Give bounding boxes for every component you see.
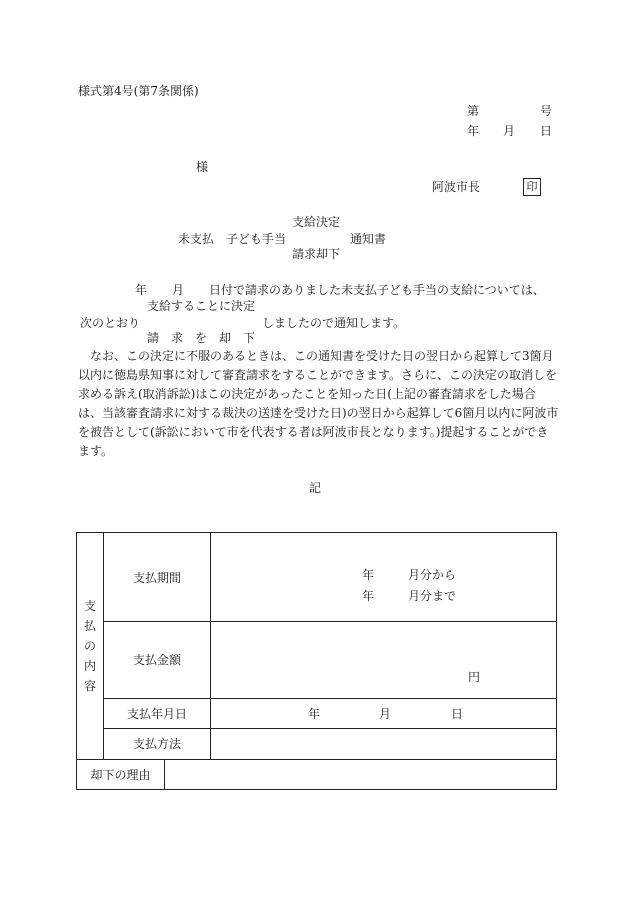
body-tail: しましたので通知します。 [262, 316, 406, 330]
header-date-day: 日 [540, 124, 553, 138]
period-from-month: 月分から [408, 568, 457, 582]
body-option-grant: 支給することに決定 [147, 299, 256, 313]
body-month: 月 [172, 283, 185, 297]
notice-line: は、当該審査請求に対する裁決の送達を受けた日)の翌日から起算して6箇月以内に阿波市 [78, 406, 559, 420]
title-option-reject: 請求却下 [292, 247, 341, 261]
title-option-grant: 支給決定 [292, 215, 341, 229]
header-date-year: 年 [467, 124, 480, 138]
notice-line: ます。 [78, 444, 114, 458]
amount-label: 支払金額 [132, 653, 181, 667]
period-to-year: 年 [362, 589, 375, 603]
doc-number-suffix: 号 [540, 104, 553, 118]
period-from-year: 年 [362, 568, 375, 582]
payment-details-table [76, 532, 557, 790]
period-label: 支払期間 [132, 571, 181, 585]
issuer-title: 阿波市長 [432, 180, 481, 194]
amount-unit: 円 [468, 670, 481, 684]
body-year: 年 [135, 283, 148, 297]
seal-mark: 印 [523, 178, 541, 196]
body-lead: 次のとおり [80, 316, 141, 330]
addressee-honorific: 様 [196, 160, 209, 174]
payment-method-label: 支払方法 [132, 737, 181, 751]
title-prefix: 未支払 子ども手当 [178, 232, 287, 246]
notice-line: 以内に徳島県知事に対して審査請求をすることができます。さらに、この決定の取消しを [78, 368, 558, 382]
payment-date-month: 月 [379, 707, 392, 721]
notice-line: 求める訴え(取消訴訟)はこの決定があったことを知った日(上記の審査請求をした場合 [78, 387, 536, 401]
body-option-reject: 請 求 を 却 下 [147, 331, 256, 345]
header-date-month: 月 [503, 124, 516, 138]
title-suffix: 通知書 [350, 232, 387, 246]
payment-date-day: 日 [451, 707, 464, 721]
payment-date-label: 支払年月日 [126, 707, 187, 721]
payment-content-label: 支 払 の 内 容 [83, 599, 96, 693]
payment-date-year: 年 [308, 707, 321, 721]
body-line1-text: 日付で請求のありました未支払子ども手当の支給については、 [209, 283, 545, 297]
ki-mark: 記 [309, 481, 322, 495]
notice-line: を被告として(訴訟において市を代表する者は阿波市長となります。)提起することができ [78, 425, 549, 439]
rejection-reason-label: 却下の理由 [90, 768, 151, 782]
doc-number-prefix: 第 [467, 104, 480, 118]
notice-line: なお、この決定に不服のあるときは、この通知書を受けた日の翌日から起算して3箇月 [78, 349, 554, 363]
form-number: 様式第4号(第7条関係) [78, 84, 199, 98]
period-to-month: 月分まで [408, 589, 457, 603]
